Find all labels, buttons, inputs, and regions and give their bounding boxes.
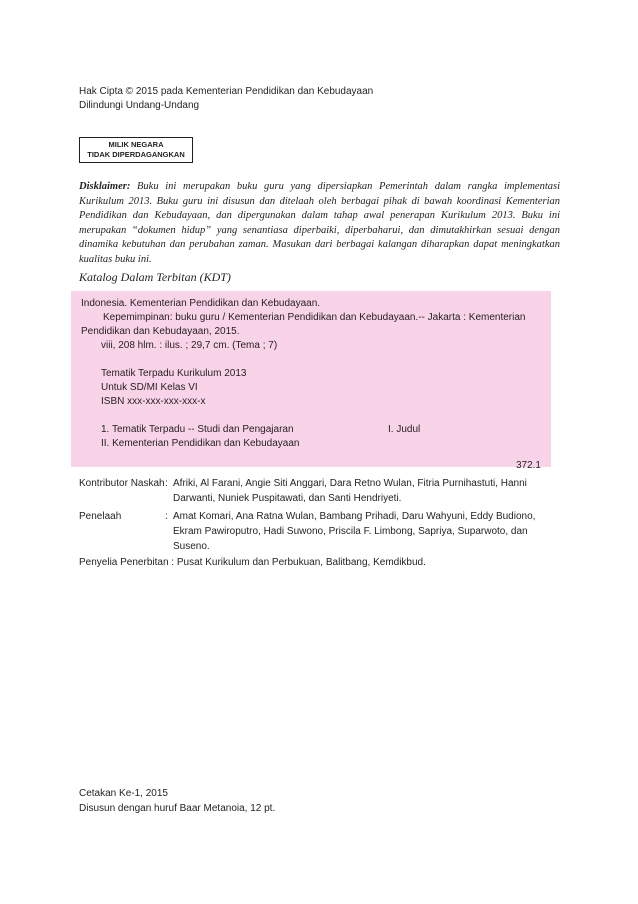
catalog-subject-2: II. Kementerian Pendidikan dan Kebudayaan xyxy=(101,438,300,449)
reviewers-credit xyxy=(79,509,549,554)
catalog-subject-1: 1. Tematik Terpadu -- Studi dan Pengajaran xyxy=(101,424,294,435)
catalog-call-number: 372.1 xyxy=(515,460,541,471)
colophon xyxy=(79,786,275,816)
catalog-author: Indonesia. Kementerian Pendidikan dan Kebudayaan. xyxy=(81,298,321,309)
publisher-colon: : xyxy=(171,557,175,568)
contributors-line-2: Darwanti, Nuniek Puspitawati, dan Santi Hendriyeti. xyxy=(173,493,402,504)
contributors-line-1: Afriki, Al Farani, Angie Siti Anggari, Dara Retno Wulan, Fitria Purnihastuti, Hanni xyxy=(173,478,527,489)
stamp-line-1: MILIK NEGARA xyxy=(108,140,164,149)
reviewers-line-1: Amat Komari, Ana Ratna Wulan, Bambang Prihadi, Daru Wahyuni, Eddy Budiono, xyxy=(173,511,536,522)
contributors-colon: : xyxy=(165,478,168,489)
protected-by-law-line: Dilindungi Undang-Undang xyxy=(79,100,200,111)
catalog-heading: Katalog Dalam Terbitan (KDT) xyxy=(79,270,231,284)
state-property-stamp xyxy=(79,137,193,163)
publisher-text: Pusat Kurikulum dan Perbukuan, Balitbang, Kemdikbud. xyxy=(176,557,426,568)
copyright-notice xyxy=(79,85,559,113)
reviewers-line-2: Ekram Pawiroputro, Hadi Suwono, Priscila F. Limbong, Sapriya, Suparwoto, dan xyxy=(173,526,528,537)
catalog-series-2: Untuk SD/MI Kelas VI xyxy=(101,382,198,393)
reviewers-line-3: Suseno. xyxy=(173,541,210,552)
catalog-record-box xyxy=(71,291,551,471)
edition-line: Cetakan Ke-1, 2015 xyxy=(79,788,168,799)
catalog-physical-description: viii, 208 hlm. : ilus. ; 29,7 cm. (Tema ; 7) xyxy=(101,340,278,351)
font-note-line: Disusun dengan huruf Baar Metanoia, 12 pt. xyxy=(79,803,276,814)
stamp-line-2: TIDAK DIPERDAGANGKAN xyxy=(87,150,185,159)
catalog-isbn: ISBN xxx-xxx-xxx-xxx-x xyxy=(101,396,206,407)
disclaimer-label: Disklaimer: xyxy=(79,181,131,192)
catalog-title-line-1: Kepemimpinan: buku guru / Kementerian Pendidikan dan Kebudayaan.-- Jakarta : Kementerian xyxy=(103,312,526,323)
copyright-line: Hak Cipta © 2015 pada Kementerian Pendidikan dan Kebudayaan xyxy=(79,86,374,97)
catalog-subject-title: I. Judul xyxy=(388,424,421,435)
reviewers-colon: : xyxy=(165,511,168,522)
catalog-series-1: Tematik Terpadu Kurikulum 2013 xyxy=(101,368,247,379)
disclaimer-text: Buku ini merupakan buku guru yang dipersiapkan Pemerintah dalam rangka implementasi Kurikulum 2013. Buku guru ini disusun dan ditelaah oleh berbagai pihak di bawah koordinasi Kementerian Pendidikan dan Kebudayaan, dan dipergunakan dalam tahap awal penerapan Kurikulum 2013. Buku ini merupakan “dokumen hidup” yang senantiasa diperbaiki, diperbaharui, dan dimutakhirkan sesuai dengan dinamika kebutuhan dan perubahan zaman. Masukan dari berbagai kalangan diharapkan dapat meningkatkan kualitas buku ini. xyxy=(79,181,561,265)
contributors-label: Kontributor Naskah xyxy=(79,478,165,489)
contributors-credit xyxy=(79,476,549,506)
reviewers-label: Penelaah xyxy=(79,511,122,522)
publisher-label: Penyelia Penerbitan xyxy=(79,557,169,568)
disclaimer-paragraph xyxy=(79,180,560,267)
catalog-title-line-2: Pendidikan dan Kebudayaan, 2015. xyxy=(81,326,240,337)
publisher-credit xyxy=(79,555,549,570)
